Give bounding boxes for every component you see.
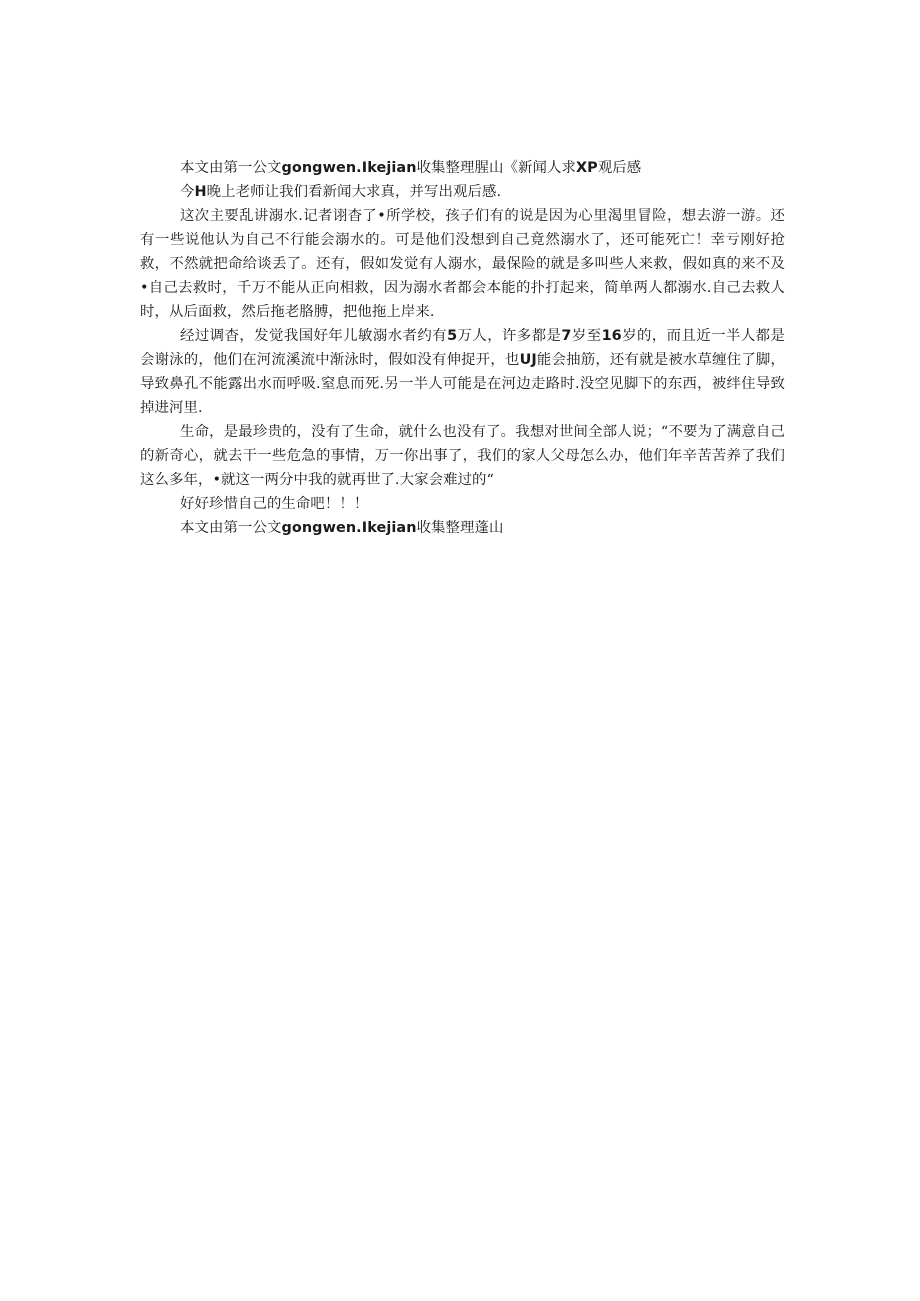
bold-text-run: H: [194, 184, 207, 200]
text-run: 万人，许多都是: [457, 328, 562, 344]
text-run: 观后感: [597, 160, 642, 176]
text-run: 今: [180, 184, 195, 200]
document-body: [140, 156, 785, 540]
text-run: 这次主要乱讲溺水.记者诩杳了•所学校，孩子们有的说是因为心里渴里冒险，想去游一游。还有一些说他认为自己不行能会溺水的。可是他们没想到自己竟然溺水了，还可能死亡！幸亏刚好抢救，不然就把命给谈丢了。还有，假如发觉有人溺水，最保险的就是多叫些人来救，假如真的来不及•自己去救时，千万不能从正向相救，因为溺水者都会本能的扑打起来，简单两人都溺水.自己去救人时，从后面救，然后拖老胳膊，把他拖上岸来.: [140, 208, 785, 320]
bold-text-run: UJ: [519, 352, 537, 368]
text-run: 经过调杳，发觉我国好年儿敏溺水者约有: [180, 328, 448, 344]
text-run: 好好珍惜自己的生命吧！！！: [180, 496, 369, 512]
bold-text-run: 16: [601, 328, 622, 344]
text-run: 岁至: [571, 328, 602, 344]
closing-line: [140, 492, 785, 516]
text-run: 收集整理腥山《新闻人求: [416, 160, 576, 176]
text-run: 收集整理蓬山: [416, 520, 504, 536]
text-run: 晚上老师让我们看新闻大求真，并写出观后感.: [206, 184, 502, 200]
bold-text-run: gongwen.Ikejian: [281, 520, 417, 536]
text-run: 本文由第一公文: [180, 160, 282, 176]
bold-text-run: XP: [575, 160, 598, 176]
body-paragraph-drowning: [140, 204, 785, 324]
body-paragraph-life: [140, 420, 785, 492]
header-source-line: [140, 156, 785, 180]
text-run: 本文由第一公文: [180, 520, 282, 536]
text-run: 岁的，而且近一半人都是会谢泳的，他们在河流溪流中渐泳时，假如没有伸捉开，也: [140, 328, 786, 368]
bold-text-run: 7: [561, 328, 572, 344]
body-paragraph-survey: [140, 324, 785, 420]
text-run: 生命，是最珍贵的，没有了生命，就什么也没有了。我想对世间全部人说；“不要为了满意自己的新奇心，就去干一些危急的事情，万一你出事了，我们的家人父母怎么办，他们年辛苦苦养了我们这么多年，•就这一两分中我的就再世了.大家会难过的“: [140, 424, 785, 488]
footer-source-line: [140, 516, 785, 540]
intro-paragraph: [140, 180, 785, 204]
text-run: 能会抽筋，还有就是被水草缠住了脚，导致鼻孔不能露出水而呼吸.窒息而死.另一半人可能是在河边走路时.没空见脚下的东西，被绊住导致掉进河里.: [140, 352, 786, 416]
bold-text-run: gongwen.Ikejian: [281, 160, 417, 176]
bold-text-run: 5: [447, 328, 458, 344]
